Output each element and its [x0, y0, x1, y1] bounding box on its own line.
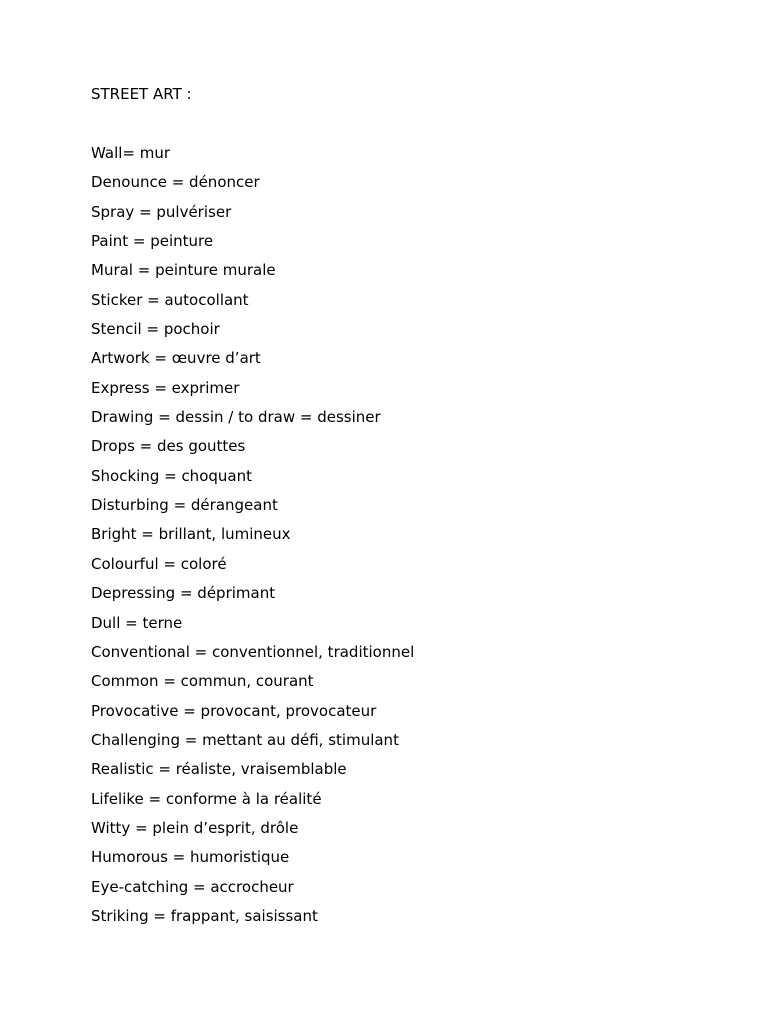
vocab-entry: Humorous = humoristique: [91, 848, 290, 867]
vocabulary-list: [91, 143, 414, 935]
vocab-entry: Denounce = dénoncer: [91, 173, 260, 192]
vocab-entry: Common = commun, courant: [91, 672, 314, 691]
vocab-entry: Eye-catching = accrocheur: [91, 877, 294, 896]
vocab-entry: Spray = pulvériser: [91, 202, 232, 221]
vocab-entry: Stencil = pochoir: [91, 320, 220, 339]
vocab-entry: Drawing = dessin / to draw = dessiner: [91, 408, 381, 427]
vocab-entry: Disturbing = dérangeant: [91, 496, 278, 515]
vocab-entry: Striking = frappant, saisissant: [91, 906, 318, 925]
vocab-entry: Lifelike = conforme à la réalité: [91, 789, 322, 808]
vocab-entry: Provocative = provocant, provocateur: [91, 701, 377, 720]
vocab-entry: Dull = terne: [91, 613, 183, 632]
vocab-entry: Artwork = œuvre d’art: [91, 349, 261, 368]
vocab-entry: Depressing = déprimant: [91, 584, 276, 603]
vocab-entry: Express = exprimer: [91, 378, 240, 397]
vocab-entry: Realistic = réaliste, vraisemblable: [91, 760, 347, 779]
vocab-entry: Colourful = coloré: [91, 554, 227, 573]
vocab-entry: Mural = peinture murale: [91, 261, 276, 280]
vocab-entry: Paint = peinture: [91, 232, 214, 251]
vocab-entry: Wall= mur: [91, 144, 171, 162]
vocab-entry: Shocking = choquant: [91, 466, 252, 485]
vocab-entry: Bright = brillant, lumineux: [91, 525, 291, 544]
vocab-entry: Challenging = mettant au défi, stimulant: [91, 730, 399, 749]
page-title: STREET ART :: [91, 85, 192, 103]
vocab-entry: Conventional = conventionnel, traditionnel: [91, 642, 415, 661]
vocab-entry: Witty = plein d’esprit, drôle: [91, 818, 299, 837]
vocab-entry: Sticker = autocollant: [91, 290, 249, 309]
vocab-entry: Drops = des gouttes: [91, 437, 246, 456]
